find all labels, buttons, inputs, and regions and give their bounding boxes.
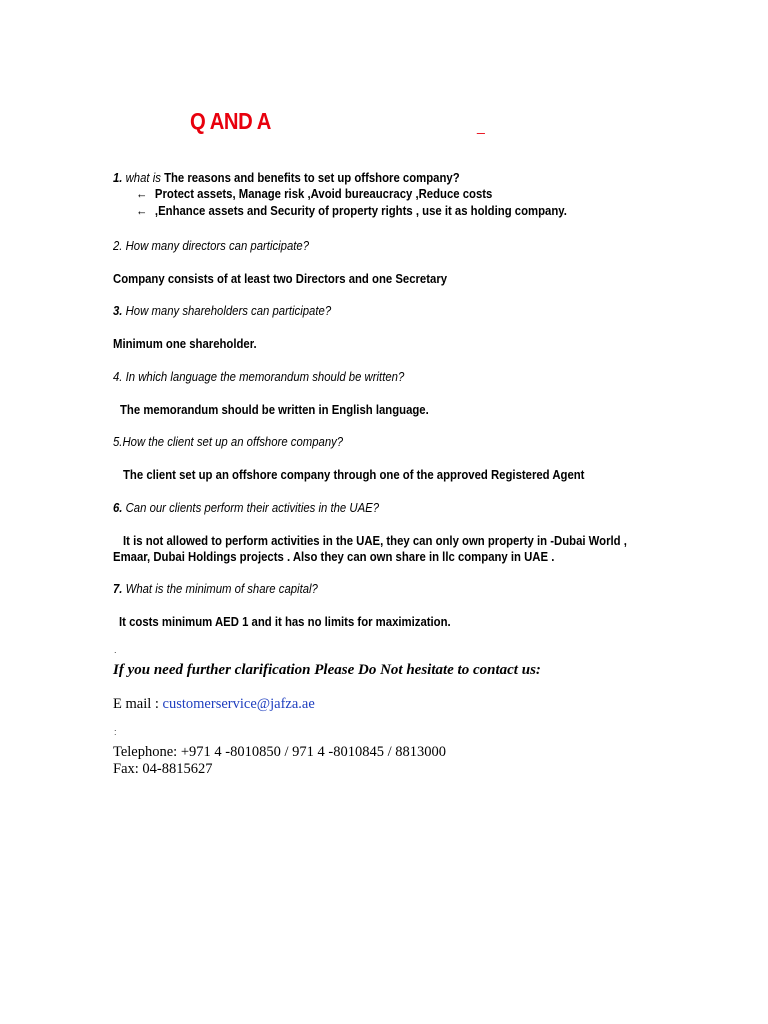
question-2-text: How many directors can participate? <box>122 238 310 253</box>
email-label: E mail : <box>113 696 163 712</box>
answer-2: Company consists of at least two Directors and one Secretary <box>113 271 448 286</box>
question-3-text: How many shareholders can participate? <box>122 303 332 318</box>
answer-5: The client set up an offshore company through one of the approved Registered Agent <box>123 467 585 482</box>
question-1 <box>113 170 460 185</box>
question-4 <box>113 369 404 384</box>
answer-6-line-1: It is not allowed to perform activities in the UAE, they can only own property in -Dubai World , <box>123 533 627 548</box>
question-7 <box>113 581 318 596</box>
red-dash-mark: _ <box>477 118 485 134</box>
question-3 <box>113 303 331 318</box>
telephone-line: Telephone: +971 4 -8010850 / 971 4 -8010845 / 8813000 <box>113 744 446 760</box>
question-1-number: 1. <box>113 170 123 185</box>
answer-1-bullet-2-text: ,Enhance assets and Security of property rights , use it as holding company. <box>154 203 567 218</box>
question-4-text: In which language the memorandum should be written? <box>122 369 405 384</box>
answer-7: It costs minimum AED 1 and it has no limits for maximization. <box>119 614 451 629</box>
email-link[interactable]: customerservice@jafza.ae <box>162 696 315 712</box>
question-2-number: 2. <box>113 238 123 253</box>
answer-1-bullet-1-text: Protect assets, Manage risk ,Avoid bureaucracy ,Reduce costs <box>154 186 493 201</box>
question-5-text: How the client set up an offshore company? <box>122 434 344 449</box>
answer-6-line-2: Emaar, Dubai Holdings projects . Also they can own share in llc company in UAE . <box>113 549 555 564</box>
fax-line: Fax: 04-8815627 <box>113 761 213 777</box>
stray-mark: . <box>114 645 117 655</box>
stray-mark: : <box>114 727 117 737</box>
answer-1-bullet-2 <box>136 203 567 218</box>
answer-1-bullet-1 <box>136 186 492 201</box>
question-1-lead: what is <box>122 170 161 185</box>
question-2 <box>113 238 309 253</box>
question-6-text: Can our clients perform their activities in the UAE? <box>122 500 380 515</box>
answer-4: The memorandum should be written in English language. <box>120 402 429 417</box>
question-7-text: What is the minimum of share capital? <box>122 581 318 596</box>
question-5-number: 5. <box>113 434 123 449</box>
question-6 <box>113 500 379 515</box>
question-5 <box>113 434 343 449</box>
answer-3: Minimum one shareholder. <box>113 336 257 351</box>
left-arrow-icon: ← <box>136 203 148 218</box>
question-3-number: 3. <box>113 303 123 318</box>
question-1-text: The reasons and benefits to set up offshore company? <box>160 170 460 185</box>
page-title: Q AND A <box>190 108 271 134</box>
left-arrow-icon: ← <box>136 186 148 201</box>
question-6-number: 6. <box>113 500 123 515</box>
question-4-number: 4. <box>113 369 123 384</box>
contact-heading: If you need further clarification Please Do Not hesitate to contact us: <box>113 662 541 678</box>
email-line <box>113 696 315 713</box>
question-7-number: 7. <box>113 581 123 596</box>
